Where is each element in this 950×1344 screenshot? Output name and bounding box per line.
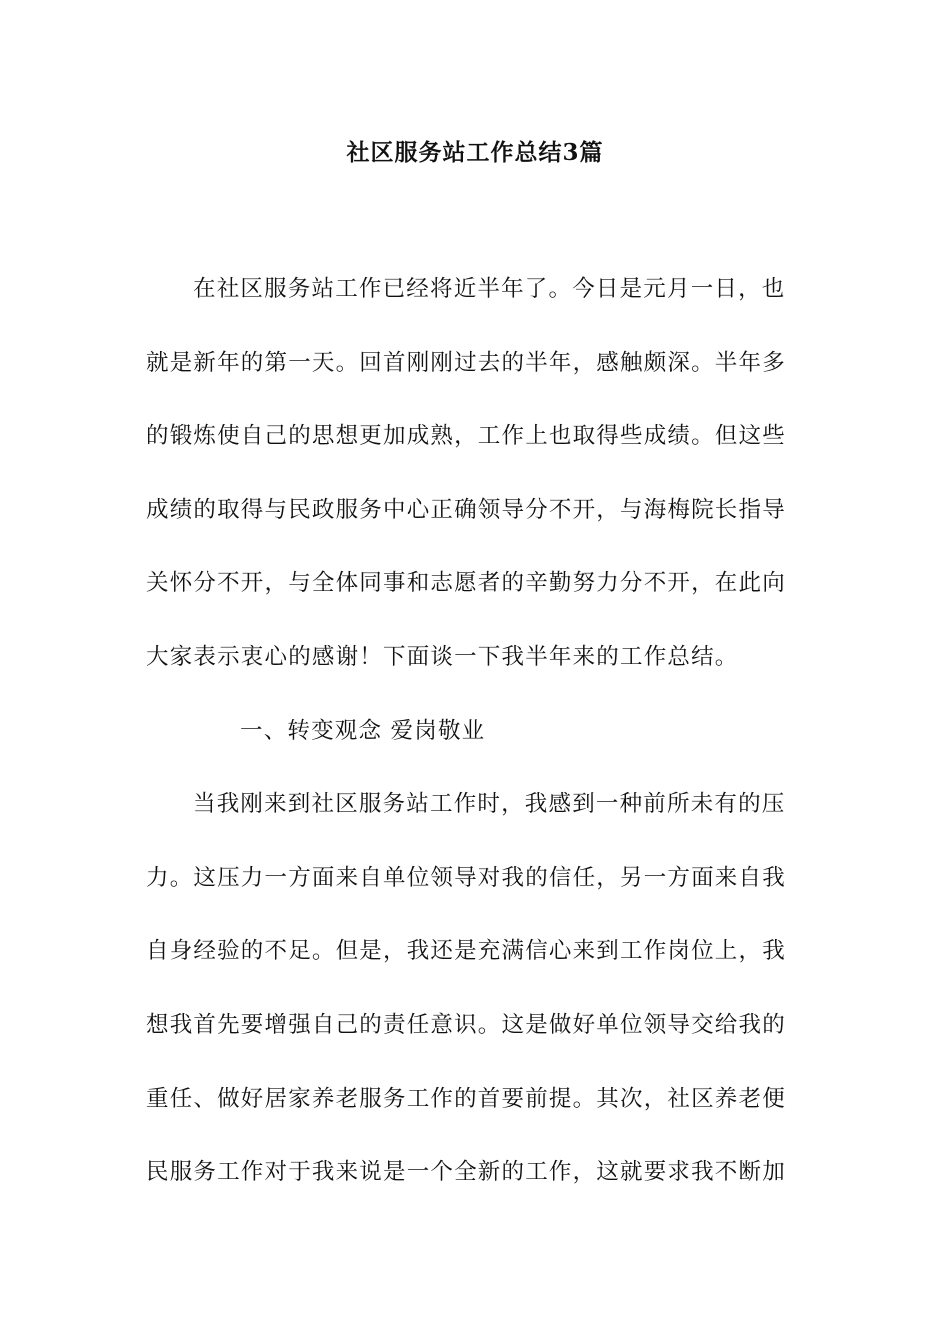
paragraph-line: 重任、做好居家养老服务工作的首要前提。其次，社区养老便 [146,1085,786,1112]
document-body [146,253,810,1210]
paragraph-line: 当我刚来到社区服务站工作时，我感到一种前所未有的压 [193,791,786,818]
paragraph-line: 民服务工作对于我来说是一个全新的工作，这就要求我不断加 [146,1159,786,1186]
paragraph-line: 关怀分不开，与全体同事和志愿者的辛勤努力分不开，在此向 [146,570,786,597]
paragraph-line: 成绩的取得与民政服务中心正确领导分不开，与海梅院长指导 [146,496,786,523]
paragraph-line: 的锻炼使自己的思想更加成熟，工作上也取得些成绩。但这些 [146,423,786,450]
paragraph-line: 就是新年的第一天。回首刚刚过去的半年，感触颇深。半年多 [146,349,786,376]
document-title: 社区服务站工作总结3篇 [346,139,604,166]
section-heading: 一、转变观念 爱岗敬业 [240,717,486,744]
paragraph-line: 力。这压力一方面来自单位领导对我的信任，另一方面来自我 [146,864,786,891]
paragraph-line: 想我首先要增强自己的责任意识。这是做好单位领导交给我的 [146,1011,786,1038]
paragraph-line: 自身经验的不足。但是，我还是充满信心来到工作岗位上，我 [146,938,786,965]
paragraph-line: 大家表示衷心的感谢！下面谈一下我半年来的工作总结。 [146,643,739,670]
paragraph-line: 在社区服务站工作已经将近半年了。今日是元月一日，也 [193,276,786,302]
